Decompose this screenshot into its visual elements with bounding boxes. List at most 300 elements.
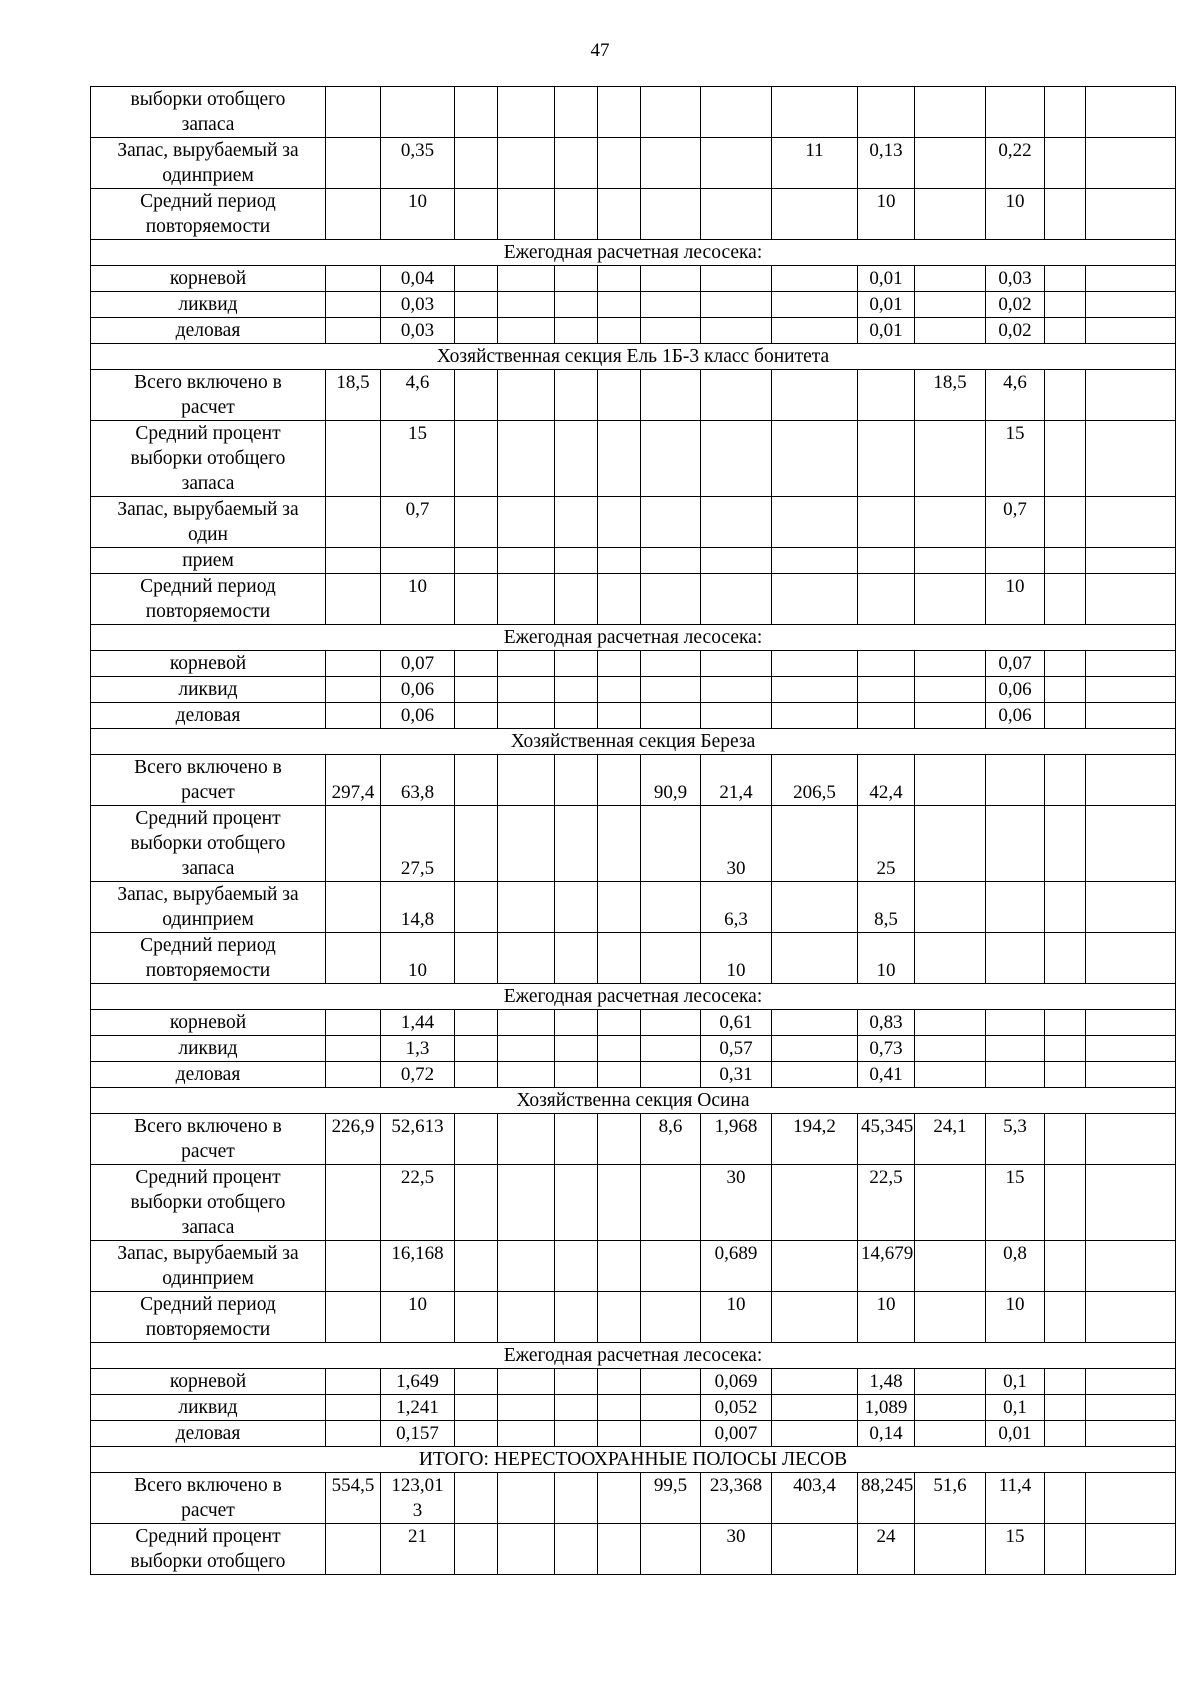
table-cell <box>498 882 555 933</box>
table-cell <box>1045 882 1086 933</box>
table-cell <box>858 497 915 548</box>
table-cell <box>598 677 641 703</box>
table-row <box>91 755 1176 806</box>
table-cell <box>555 1395 598 1421</box>
table-cell <box>701 266 772 292</box>
table-row <box>91 1241 1176 1292</box>
table-cell <box>1086 292 1176 318</box>
table-cell: 0,35 <box>381 138 455 189</box>
row-label: Средний процент выборки отобщего запаса <box>91 1165 326 1241</box>
table-cell <box>455 1062 498 1088</box>
row-label: Средний процент выборки отобщего запаса <box>91 806 326 882</box>
cutting-area-table <box>90 86 1176 1575</box>
table-cell <box>555 1473 598 1524</box>
table-cell <box>555 755 598 806</box>
table-cell <box>326 1524 381 1575</box>
table-cell <box>326 421 381 497</box>
table-row <box>91 574 1176 625</box>
table-cell <box>1045 548 1086 574</box>
table-cell: 4,6 <box>986 370 1045 421</box>
table-cell <box>1045 1473 1086 1524</box>
table-row <box>91 933 1176 984</box>
table-cell <box>915 189 986 240</box>
table-cell <box>772 703 858 729</box>
table-cell <box>915 1524 986 1575</box>
table-cell: 25 <box>858 806 915 882</box>
table-cell <box>1045 1114 1086 1165</box>
table-cell <box>598 370 641 421</box>
table-cell <box>598 1165 641 1241</box>
row-label: Всего включено в расчет <box>91 370 326 421</box>
table-cell <box>858 574 915 625</box>
table-cell <box>772 677 858 703</box>
table-cell <box>915 1369 986 1395</box>
table-cell <box>326 933 381 984</box>
table-cell <box>986 548 1045 574</box>
table-cell <box>455 933 498 984</box>
table-row <box>91 138 1176 189</box>
table-cell <box>598 574 641 625</box>
table-cell <box>915 318 986 344</box>
table-cell <box>1086 421 1176 497</box>
table-cell <box>701 370 772 421</box>
table-cell <box>915 806 986 882</box>
table-cell <box>641 497 701 548</box>
table-cell <box>598 703 641 729</box>
table-cell: 0,83 <box>858 1010 915 1036</box>
table-cell: 88,245 <box>858 1473 915 1524</box>
section-header-row <box>91 1343 1176 1369</box>
table-cell <box>326 1036 381 1062</box>
table-cell <box>598 1369 641 1395</box>
table-cell: 0,73 <box>858 1036 915 1062</box>
table-cell <box>498 755 555 806</box>
table-cell <box>555 1062 598 1088</box>
table-cell: 8,6 <box>641 1114 701 1165</box>
table-cell <box>701 189 772 240</box>
section-title: Хозяйственная секция Береза <box>91 729 1176 755</box>
table-cell: 27,5 <box>381 806 455 882</box>
table-cell <box>498 87 555 138</box>
table-cell <box>1045 1036 1086 1062</box>
table-cell <box>555 497 598 548</box>
table-cell <box>498 1473 555 1524</box>
table-cell <box>772 266 858 292</box>
section-title: Ежегодная расчетная лесосека: <box>91 240 1176 266</box>
table-cell <box>555 318 598 344</box>
table-cell <box>498 677 555 703</box>
table-cell <box>1045 755 1086 806</box>
table-row <box>91 87 1176 138</box>
table-cell <box>326 138 381 189</box>
table-cell <box>641 574 701 625</box>
table-cell <box>1045 266 1086 292</box>
table-row <box>91 806 1176 882</box>
table-cell: 23,368 <box>701 1473 772 1524</box>
table-cell <box>915 138 986 189</box>
table-cell <box>555 574 598 625</box>
table-row <box>91 1114 1176 1165</box>
table-cell <box>915 421 986 497</box>
table-cell <box>1086 370 1176 421</box>
table-cell <box>498 1524 555 1575</box>
row-label: ликвид <box>91 677 326 703</box>
table-cell <box>915 882 986 933</box>
table-cell <box>326 882 381 933</box>
table-cell <box>555 806 598 882</box>
table-cell <box>326 266 381 292</box>
row-label: деловая <box>91 1421 326 1447</box>
table-cell: 206,5 <box>772 755 858 806</box>
table-cell <box>641 138 701 189</box>
table-cell <box>598 1036 641 1062</box>
table-cell <box>455 755 498 806</box>
table-cell <box>455 806 498 882</box>
table-cell <box>915 1421 986 1447</box>
table-cell <box>986 755 1045 806</box>
section-title: Ежегодная расчетная лесосека: <box>91 984 1176 1010</box>
table-row <box>91 421 1176 497</box>
table-row <box>91 882 1176 933</box>
table-cell <box>326 1292 381 1343</box>
table-cell <box>326 292 381 318</box>
row-label: Запас, вырубаемый за одинприем <box>91 1241 326 1292</box>
table-cell <box>498 1241 555 1292</box>
table-cell <box>1045 318 1086 344</box>
section-title: Ежегодная расчетная лесосека: <box>91 1343 1176 1369</box>
table-cell <box>1086 497 1176 548</box>
table-cell: 0,06 <box>381 703 455 729</box>
table-cell <box>641 1036 701 1062</box>
table-cell <box>598 1524 641 1575</box>
table-cell <box>641 1241 701 1292</box>
section-header-row <box>91 984 1176 1010</box>
row-label: деловая <box>91 1062 326 1088</box>
table-cell: 10 <box>986 1292 1045 1343</box>
table-cell <box>915 651 986 677</box>
table-cell: 0,01 <box>858 318 915 344</box>
table-cell: 1,48 <box>858 1369 915 1395</box>
table-cell <box>498 318 555 344</box>
table-cell <box>455 703 498 729</box>
table-cell: 0,01 <box>858 266 915 292</box>
table-cell <box>598 933 641 984</box>
row-label: Всего включено в расчет <box>91 755 326 806</box>
table-cell: 0,07 <box>986 651 1045 677</box>
table-cell <box>555 1036 598 1062</box>
table-cell <box>772 651 858 677</box>
table-cell <box>1086 882 1176 933</box>
table-cell: 10 <box>381 574 455 625</box>
table-row <box>91 1524 1176 1575</box>
table-cell <box>455 370 498 421</box>
table-cell <box>1045 1241 1086 1292</box>
table-cell: 22,5 <box>381 1165 455 1241</box>
table-cell: 18,5 <box>915 370 986 421</box>
row-label: Средний период повторяемости <box>91 933 326 984</box>
table-cell <box>555 1292 598 1343</box>
table-cell: 0,8 <box>986 1241 1045 1292</box>
table-row <box>91 703 1176 729</box>
table-row <box>91 1473 1176 1524</box>
table-cell <box>1086 1036 1176 1062</box>
table-cell <box>455 574 498 625</box>
table-cell <box>555 266 598 292</box>
table-cell <box>455 497 498 548</box>
table-cell <box>326 318 381 344</box>
table-cell <box>1086 651 1176 677</box>
table-cell <box>326 497 381 548</box>
row-label: ликвид <box>91 1036 326 1062</box>
table-cell <box>1086 548 1176 574</box>
table-cell <box>641 1524 701 1575</box>
table-cell: 0,007 <box>701 1421 772 1447</box>
table-cell <box>555 1524 598 1575</box>
row-label: прием <box>91 548 326 574</box>
table-cell <box>915 1292 986 1343</box>
table-cell <box>915 1165 986 1241</box>
table-cell: 14,679 <box>858 1241 915 1292</box>
table-cell: 11 <box>772 138 858 189</box>
section-header-row <box>91 344 1176 370</box>
table-cell <box>986 806 1045 882</box>
table-cell: 0,03 <box>986 266 1045 292</box>
table-cell <box>915 497 986 548</box>
table-cell <box>598 318 641 344</box>
table-cell: 554,5 <box>326 1473 381 1524</box>
table-cell <box>701 651 772 677</box>
table-cell <box>498 1036 555 1062</box>
table-cell <box>498 1010 555 1036</box>
row-label: ликвид <box>91 1395 326 1421</box>
table-cell: 63,8 <box>381 755 455 806</box>
table-cell: 15 <box>381 421 455 497</box>
table-cell: 0,7 <box>986 497 1045 548</box>
table-cell <box>555 370 598 421</box>
table-cell <box>1045 703 1086 729</box>
table-cell <box>1086 574 1176 625</box>
table-cell: 51,6 <box>915 1473 986 1524</box>
table-row <box>91 1292 1176 1343</box>
table-cell <box>701 421 772 497</box>
table-cell <box>1086 1473 1176 1524</box>
table-cell <box>326 87 381 138</box>
table-cell <box>701 677 772 703</box>
table-cell: 4,6 <box>381 370 455 421</box>
table-cell <box>986 87 1045 138</box>
table-cell: 1,649 <box>381 1369 455 1395</box>
table-cell <box>641 370 701 421</box>
table-cell <box>772 1036 858 1062</box>
table-cell <box>641 318 701 344</box>
table-cell: 0,06 <box>986 703 1045 729</box>
table-row <box>91 651 1176 677</box>
table-cell: 21,4 <box>701 755 772 806</box>
table-cell <box>455 1165 498 1241</box>
table-cell <box>455 1241 498 1292</box>
table-cell: 22,5 <box>858 1165 915 1241</box>
table-cell <box>598 1010 641 1036</box>
table-cell <box>498 138 555 189</box>
row-label: деловая <box>91 318 326 344</box>
table-cell <box>1086 266 1176 292</box>
table-cell <box>641 189 701 240</box>
table-cell <box>858 370 915 421</box>
table-cell: 18,5 <box>326 370 381 421</box>
table-cell <box>858 87 915 138</box>
table-cell <box>498 497 555 548</box>
table-cell <box>555 1369 598 1395</box>
table-cell <box>1086 755 1176 806</box>
table-cell <box>986 882 1045 933</box>
table-cell <box>455 87 498 138</box>
table-row <box>91 189 1176 240</box>
table-cell <box>915 933 986 984</box>
table-cell <box>598 755 641 806</box>
table-cell <box>498 1165 555 1241</box>
table-cell: 24 <box>858 1524 915 1575</box>
table-cell: 0,03 <box>381 292 455 318</box>
table-cell <box>498 370 555 421</box>
table-cell: 0,04 <box>381 266 455 292</box>
table-cell <box>455 1010 498 1036</box>
table-cell <box>858 677 915 703</box>
table-cell <box>555 1165 598 1241</box>
table-cell <box>555 933 598 984</box>
table-cell: 15 <box>986 1165 1045 1241</box>
table-cell <box>381 87 455 138</box>
table-cell: 14,8 <box>381 882 455 933</box>
table-cell <box>772 1165 858 1241</box>
table-cell <box>772 87 858 138</box>
table-cell <box>1045 806 1086 882</box>
table-cell <box>498 1421 555 1447</box>
table-cell <box>498 1292 555 1343</box>
table-cell <box>772 1010 858 1036</box>
table-cell <box>858 548 915 574</box>
table-cell <box>598 1421 641 1447</box>
table-cell <box>772 1241 858 1292</box>
section-header-row <box>91 729 1176 755</box>
table-row <box>91 548 1176 574</box>
table-cell <box>498 806 555 882</box>
row-label: корневой <box>91 1010 326 1036</box>
row-label: Средний период повторяемости <box>91 189 326 240</box>
table-cell <box>1086 933 1176 984</box>
table-cell <box>555 1114 598 1165</box>
row-label: корневой <box>91 1369 326 1395</box>
table-cell <box>498 292 555 318</box>
table-cell: 10 <box>701 1292 772 1343</box>
table-cell <box>326 1165 381 1241</box>
table-cell <box>915 548 986 574</box>
table-cell <box>498 1114 555 1165</box>
table-cell <box>1045 933 1086 984</box>
table-cell: 0,31 <box>701 1062 772 1088</box>
table-cell: 10 <box>381 1292 455 1343</box>
table-cell <box>555 703 598 729</box>
table-cell <box>641 548 701 574</box>
table-cell <box>641 703 701 729</box>
table-cell <box>641 1165 701 1241</box>
table-cell <box>1045 1165 1086 1241</box>
table-cell <box>772 806 858 882</box>
table-cell <box>455 1292 498 1343</box>
table-cell <box>641 1395 701 1421</box>
table-cell <box>1045 1369 1086 1395</box>
table-row <box>91 1369 1176 1395</box>
table-cell <box>915 1062 986 1088</box>
table-cell <box>772 882 858 933</box>
table-cell <box>1086 1165 1176 1241</box>
table-cell <box>641 933 701 984</box>
table-cell: 30 <box>701 1524 772 1575</box>
table-cell: 0,14 <box>858 1421 915 1447</box>
table-row <box>91 266 1176 292</box>
section-title: ИТОГО: НЕРЕСТООХРАННЫЕ ПОЛОСЫ ЛЕСОВ <box>91 1447 1176 1473</box>
table-cell <box>381 548 455 574</box>
table-cell <box>641 1062 701 1088</box>
table-cell: 0,069 <box>701 1369 772 1395</box>
table-cell: 21 <box>381 1524 455 1575</box>
table-cell: 10 <box>701 933 772 984</box>
table-cell <box>772 318 858 344</box>
table-cell: 24,1 <box>915 1114 986 1165</box>
table-row <box>91 1036 1176 1062</box>
row-label: Запас, вырубаемый за один <box>91 497 326 548</box>
table-cell <box>498 189 555 240</box>
table-cell: 10 <box>986 574 1045 625</box>
table-cell <box>455 1473 498 1524</box>
table-cell <box>555 882 598 933</box>
table-cell: 10 <box>858 1292 915 1343</box>
table-cell <box>455 1395 498 1421</box>
row-label: корневой <box>91 651 326 677</box>
table-cell: 0,57 <box>701 1036 772 1062</box>
table-cell <box>326 1241 381 1292</box>
row-label: Всего включено в расчет <box>91 1473 326 1524</box>
table-cell: 5,3 <box>986 1114 1045 1165</box>
table-cell <box>1045 574 1086 625</box>
row-label: Средний процент выборки отобщего <box>91 1524 326 1575</box>
table-cell <box>598 1473 641 1524</box>
table-row <box>91 1062 1176 1088</box>
table-cell <box>555 189 598 240</box>
table-cell: 1,241 <box>381 1395 455 1421</box>
table-cell <box>772 1292 858 1343</box>
table-cell: 10 <box>986 189 1045 240</box>
table-cell <box>641 1292 701 1343</box>
table-cell: 0,06 <box>381 677 455 703</box>
table-cell <box>641 266 701 292</box>
table-cell <box>1045 497 1086 548</box>
table-cell <box>1086 138 1176 189</box>
table-row <box>91 318 1176 344</box>
row-label: Средний процент выборки отобщего запаса <box>91 421 326 497</box>
table-cell <box>498 1395 555 1421</box>
table-cell: 0,689 <box>701 1241 772 1292</box>
table-cell <box>455 1524 498 1575</box>
section-title: Хозяйственна секция Осина <box>91 1088 1176 1114</box>
table-cell <box>498 651 555 677</box>
table-cell <box>555 677 598 703</box>
table-cell: 1,44 <box>381 1010 455 1036</box>
table-cell <box>455 1114 498 1165</box>
table-cell <box>455 548 498 574</box>
table-cell <box>1045 1010 1086 1036</box>
table-cell <box>772 1524 858 1575</box>
table-cell <box>598 1241 641 1292</box>
